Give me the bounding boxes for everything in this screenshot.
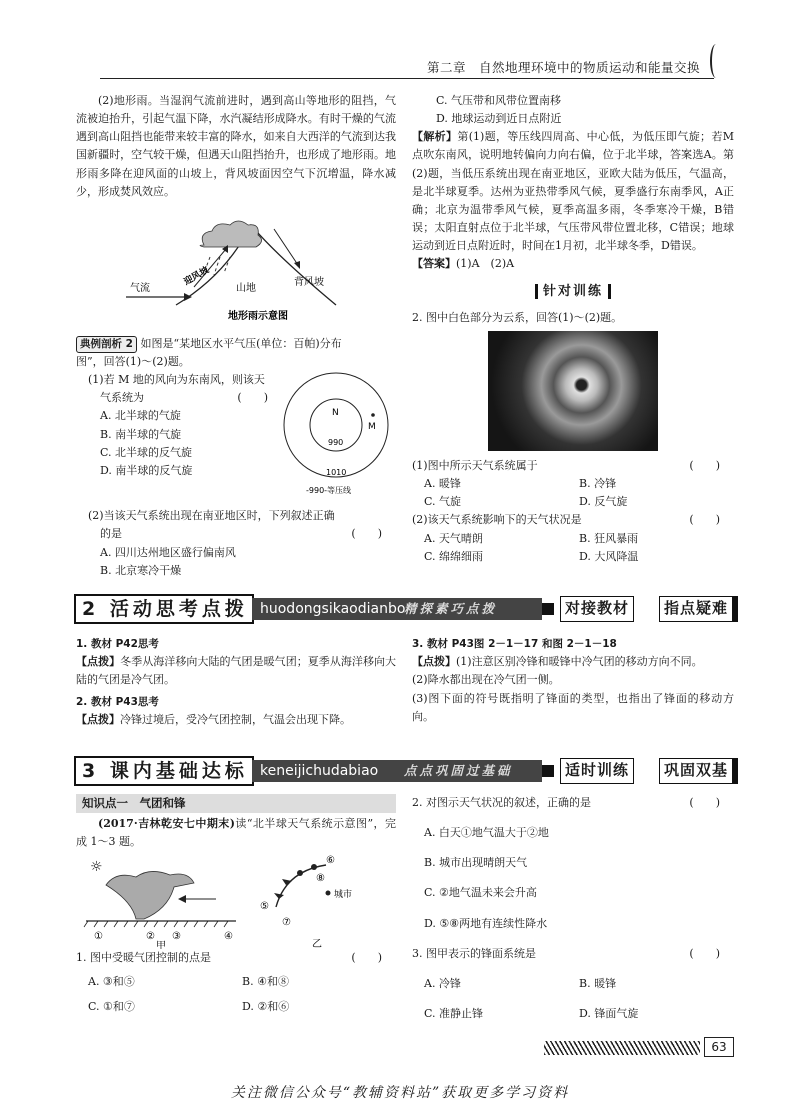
point-7: ⑦ (282, 917, 291, 929)
option: D. 锋面气旋 (579, 1006, 639, 1020)
answer-paren: ( ) (351, 527, 382, 541)
answer-paren: ( ) (689, 946, 720, 960)
practice-q1: (1)图中所示天气系统属于 (412, 458, 538, 472)
isobar-svg (276, 371, 396, 501)
option: C. 气压带和风带位置南移 (436, 94, 562, 107)
footer-note: 关注微信公众号“教辅资料站”获取更多学习资料 (230, 1085, 570, 1101)
point-6: ⑥ (326, 855, 335, 867)
example-q1b: 气系统为 (100, 391, 144, 405)
analysis-tag: 【解析】 (412, 130, 458, 144)
option: A. 冷锋 (424, 976, 461, 990)
isobar-diagram (276, 371, 396, 507)
orographic-rain-paragraph: (2)地形雨。当湿润气流前进时，遇到高山等地形的阻挡，气流被迫抬升，引起气温下降，水汽凝结形成降水。有时干燥的气流遇到高山阻挡也能带来较丰富的降水，如来自大西洋的气流到达我国新疆时，空气较干燥，但遇天山阻挡抬升，也形成了地形雨。地形雨多降在迎风面的山坡上，背风坡面因空气下沉增温，降水减少，形成焚风效应。 (76, 94, 396, 198)
left-column (76, 92, 396, 580)
weather-system-diagram (76, 851, 396, 949)
example-stem-a: 如图是“某地区水平气压(单位：百帕)分布 (140, 336, 342, 350)
section-2-slogan: 精探素巧点拨 (404, 601, 498, 616)
item3-tag: 【点拨】 (412, 655, 456, 669)
option: C. ②地气温未来会升高 (424, 886, 537, 900)
city-label: 城市 (334, 890, 353, 901)
page-header (0, 40, 800, 90)
item3-line1: (1)注意区别冷锋和暖锋中冷气团的移动方向不同。 (456, 655, 703, 669)
answer-paren: ( ) (689, 513, 720, 527)
answer-paren: ( ) (237, 391, 268, 405)
option: B. 北京寒冷干燥 (100, 563, 182, 577)
section-3-bar (74, 756, 738, 786)
example-stem-b: 图”，回答(1)～(2)题。 (76, 354, 190, 368)
option: A. 北半球的气旋 (100, 409, 181, 423)
source: (2017·吉林乾安七中期末) (98, 816, 235, 830)
answer-paren: ( ) (689, 458, 720, 472)
example-2-stem (76, 335, 396, 353)
section-2-mark (542, 603, 554, 615)
knowledge-point-label: 知识点一 气团和锋 (76, 794, 396, 813)
point-3: ③ (172, 931, 181, 943)
diagram-caption: 地形雨示意图 (228, 310, 288, 322)
example-q2b: 的是 (100, 527, 122, 541)
label-yi: 乙 (312, 939, 322, 950)
item1-title: 1. 教材 P42思考 (76, 638, 159, 650)
item1 (76, 653, 396, 689)
item1-text: 冬季从海洋移向大陆的气团是暖气团；夏季从海洋移向大陆的气团是冷气团。 (76, 655, 397, 687)
example-2 (76, 335, 396, 580)
section-3-right (412, 794, 734, 1023)
option: A. ③和⑤ (88, 975, 135, 989)
option: D. 大风降温 (579, 549, 639, 563)
page-number: 63 (704, 1037, 734, 1057)
option: B. 冷锋 (579, 477, 617, 491)
section-2-pinyin: huodongsikaodianbo (252, 598, 542, 620)
basic-q1: 1. 图中受暖气团控制的点是 (76, 951, 211, 965)
section-3-box2: 巩固双基 (659, 758, 738, 784)
option: B. 暖锋 (579, 976, 617, 990)
option: A. 四川达州地区盛行偏南风 (100, 545, 236, 559)
stem-text: 读“北半球天气系统示意图”，完成 1～3 题。 (76, 816, 396, 849)
example-badge: 典例剖析 2 (76, 336, 137, 353)
practice-stem: 2. 图中白色部分为云系，回答(1)～(2)题。 (412, 310, 623, 324)
option: A. 暖锋 (424, 477, 461, 491)
point-4: ④ (224, 931, 233, 943)
answer-paren: ( ) (689, 796, 720, 809)
point-8: ⑧ (316, 873, 325, 885)
sun-icon: ☼ (90, 859, 103, 876)
analysis (412, 128, 734, 255)
basic-q3: 3. 图甲表示的锋面系统是 (412, 946, 536, 960)
section-2-left (76, 636, 396, 729)
option: C. ①和⑦ (88, 999, 135, 1013)
section-3-box1: 适时训练 (560, 758, 634, 784)
answer-paren: ( ) (351, 951, 382, 965)
section-3-title: 3 课内基础达标 (74, 756, 254, 786)
item2 (76, 711, 396, 729)
section-3-left (76, 794, 396, 1016)
leeward-label: 背风坡 (294, 276, 324, 288)
option: B. ④和⑧ (242, 975, 289, 989)
example-q2: (2)当该天气系统出现在南亚地区时，下列叙述正确 (88, 509, 335, 523)
option: B. 城市出现晴朗天气 (424, 856, 528, 870)
airflow-label: 气流 (130, 282, 150, 294)
chapter-title: 第二章 自然地理环境中的物质运动和能量交换 (426, 60, 700, 75)
orographic-rain-diagram (76, 205, 396, 323)
item3-line3: (3)图下面的符号既指明了锋面的类型，也指出了锋面的移动方向。 (412, 691, 734, 723)
point-1: ① (94, 931, 103, 943)
option: D. 地球运动到近日点附近 (436, 112, 562, 126)
label-jia: 甲 (156, 941, 166, 950)
answer (412, 255, 734, 273)
option: D. 反气旋 (579, 495, 628, 509)
option: C. 北半球的反气旋 (100, 445, 193, 459)
point-2: ② (146, 931, 155, 943)
option: C. 气旋 (424, 495, 462, 509)
item2-tag: 【点拨】 (76, 712, 120, 726)
header-rule (100, 78, 714, 79)
option: A. 天气晴朗 (424, 531, 483, 545)
windward-label: 迎风坡 (182, 265, 211, 288)
isobar-1010: 1010 (326, 468, 347, 478)
answer-tag: 【答案】 (412, 257, 456, 271)
page-number-block (544, 1037, 734, 1057)
mountain-label: 山地 (236, 282, 256, 294)
section-3-stem (76, 815, 396, 851)
item2-text: 冷锋过境后，受冷气团控制，气温会出现下降。 (120, 712, 351, 726)
basic-q2: 2. 对图示天气状况的叙述，正确的是 (412, 796, 591, 809)
option: B. 狂风暴雨 (579, 531, 639, 545)
option: D. 南半球的反气旋 (100, 463, 193, 477)
option: D. ⑤⑧两地有连续性降水 (424, 916, 548, 930)
section-2-title: 2 活动思考点拨 (74, 594, 254, 624)
item2-title: 2. 教材 P43思考 (76, 695, 159, 708)
analysis-text: 第(1)题，等压线四周高、中心低，为低压即气旋；若M点吹东南风，说明地转偏向力向右偏，位于北半球，答案选A。第(2)题，当低压系统出现在南亚地区，亚欧大陆为低压，气温高，是北半球夏季。达州为亚热带季风气候，夏季盛行东南季风，A正确；北京为温带季风气候，夏季高温多雨，冬季寒冷干燥，B错误；太阳直射点位于北半球，气压带风带位置北移，C错误；地球运动到近日点附近时，时间在1月初，北半球冬季，D错误。 (412, 130, 735, 253)
practice-title (412, 281, 734, 302)
orographic-rain-svg (76, 205, 396, 323)
practice-q2: (2)该天气系统影响下的天气状况是 (412, 513, 582, 527)
section-2-right (412, 636, 734, 726)
section-3-slogan: 点点巩固过基础 (404, 763, 513, 778)
item3 (412, 653, 734, 671)
section-2-box1: 对接教材 (560, 596, 634, 622)
example-q1: (1)若 M 地的风向为东南风，则该天 (88, 373, 265, 387)
item3-line2: (2)降水都出现在冷气团一侧。 (412, 673, 560, 687)
item3-title: 3. 教材 P43图 2－1－17 和图 2－1－18 (412, 638, 617, 650)
practice-title-text: 针对训练 (535, 284, 611, 299)
isobar-legend: -990-等压线 (306, 486, 352, 496)
point-5: ⑤ (260, 901, 269, 913)
option: B. 南半球的气旋 (100, 427, 182, 441)
answer-text: (1)A (2)A (456, 257, 515, 271)
cyclone-satellite-image (488, 331, 658, 451)
header-curl-decoration (710, 44, 722, 78)
option: A. 白天①地气温大于②地 (424, 826, 549, 840)
item1-tag: 【点拨】 (76, 655, 121, 669)
option: C. 准静止锋 (424, 1006, 484, 1020)
right-column (412, 92, 734, 566)
section-2-bar (74, 594, 738, 624)
option: D. ②和⑥ (242, 999, 290, 1013)
section-3-pinyin: keneijichudabiao (252, 760, 542, 782)
option: C. 绵绵细雨 (424, 549, 484, 563)
page-number-hatch (544, 1041, 700, 1055)
m-label: M (368, 422, 376, 433)
n-label: N (332, 408, 339, 419)
weather-system-svg (76, 851, 396, 949)
isobar-990: 990 (328, 438, 344, 448)
section-2-box2: 指点疑难 (659, 596, 738, 622)
section-3-mark (542, 765, 554, 777)
